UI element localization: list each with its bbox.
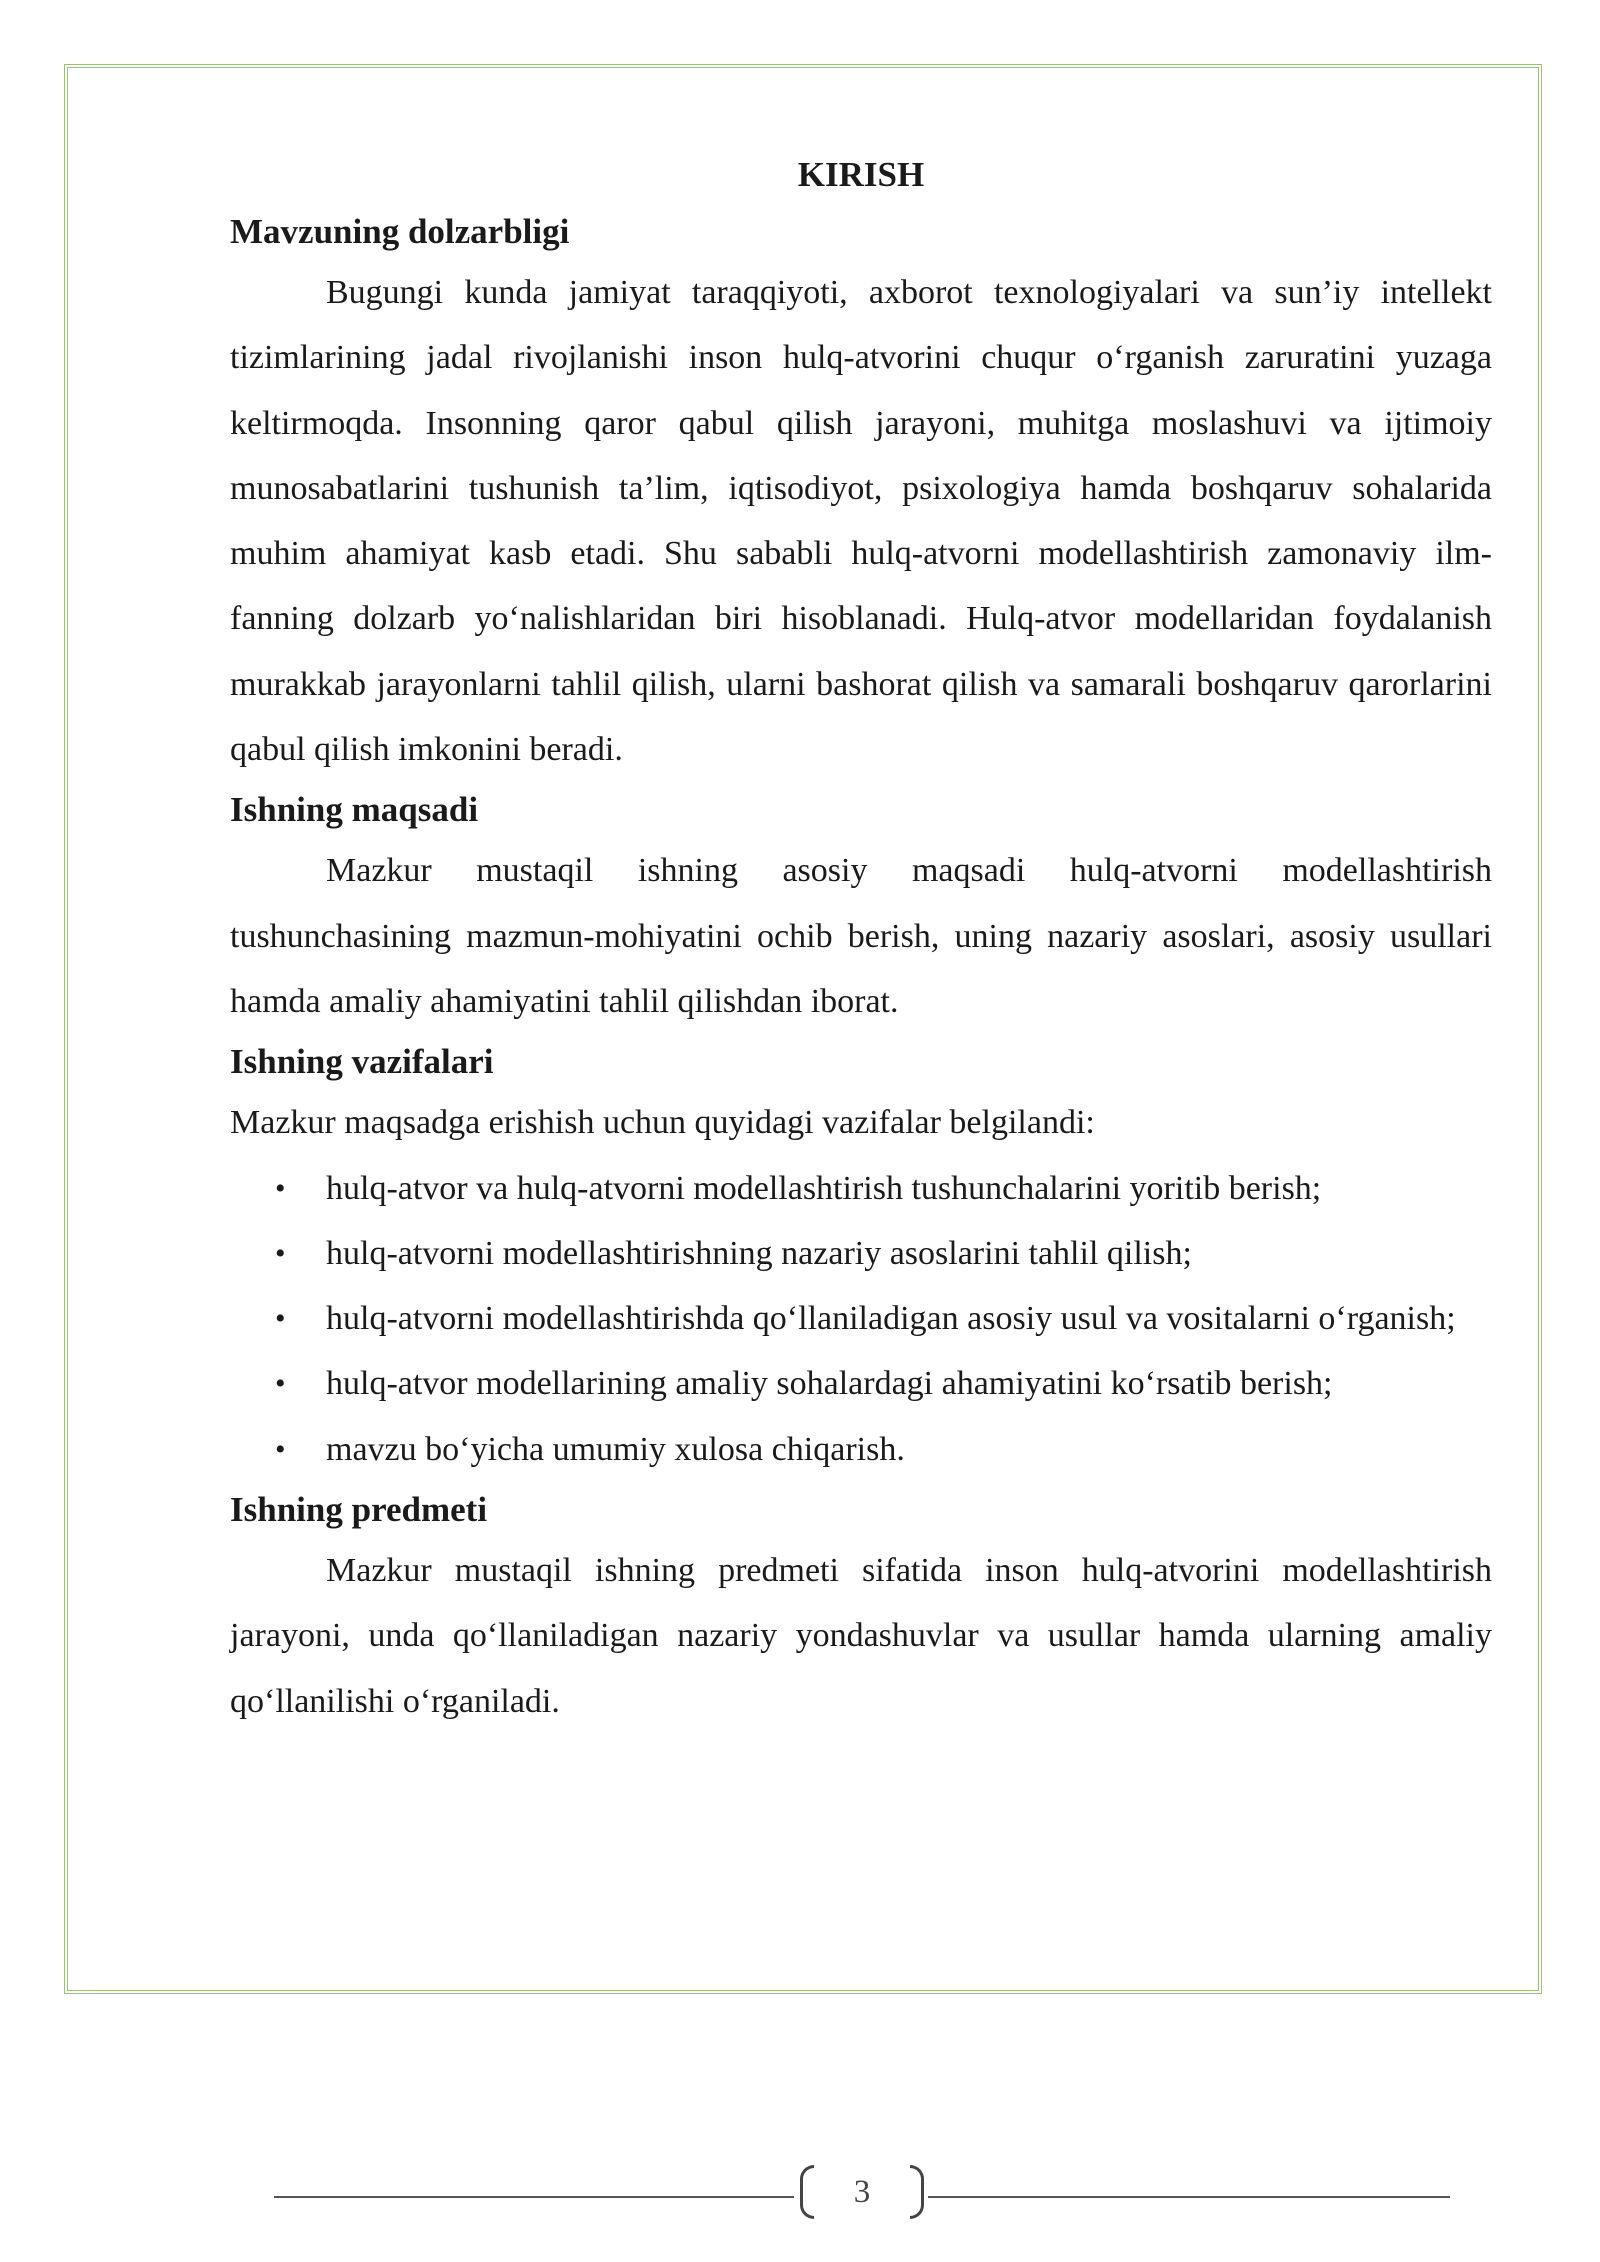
section-paragraph-subject: Mazkur mustaqil ishning predmeti sifatida inson hulq-atvorini modellashtirish jarayoni, unda qo‘llaniladigan nazariy yondashuvlar va usullar hamda ularning amaliy qo‘llanilishi o‘rganiladi. — [230, 1552, 1492, 1720]
list-item — [230, 1156, 1492, 1221]
right-bracket-icon — [910, 2165, 924, 2219]
bullet-icon: • — [275, 1367, 286, 1401]
list-item — [230, 1286, 1492, 1351]
bullet-icon: • — [275, 1302, 286, 1336]
list-item-text: hulq-atvorni modellashtirishda qo‘llaniladigan asosiy usul va vositalarni o‘rganish; — [326, 1300, 1456, 1338]
list-item-text: mavzu bo‘yicha umumiy xulosa chiqarish. — [326, 1430, 905, 1468]
list-item — [230, 1417, 1492, 1482]
document-body — [230, 150, 1492, 1734]
page-title: KIRISH — [797, 155, 925, 194]
section-paragraph-goal: Mazkur mustaqil ishning asosiy maqsadi hulq-atvorni modellashtirish tushunchasining mazmun-mohiyatini ochib berish, uning nazariy asoslari, asosiy usullari hamda amaliy ahamiyatini tahlil qilishdan iborat. — [230, 852, 1492, 1020]
bullet-icon: • — [275, 1432, 286, 1466]
section-heading-goal: Ishning maqsadi — [230, 790, 479, 830]
tasks-list — [230, 1156, 1492, 1482]
footer-rule-left — [274, 2196, 794, 2198]
list-item-text: hulq-atvor va hulq-atvorni modellashtirish tushunchalarini yoritib berish; — [326, 1169, 1322, 1207]
section-heading-tasks: Ishning vazifalari — [230, 1042, 494, 1082]
section-heading-subject: Ishning predmeti — [230, 1490, 488, 1530]
page-footer — [274, 2165, 1450, 2225]
section-paragraph-relevance: Bugungi kunda jamiyat taraqqiyoti, axborot texnologiyalari va sun’iy intellekt tizimlarining jadal rivojlanishi inson hulq-atvorini chuqur o‘rganish zaruratini yuzaga keltirmoqda. Insonning qaror qabul qilish jarayoni, muhitga moslashuvi va ijtimoiy munosabatlarini tushunish ta’lim, iqtisodiyot, psixologiya hamda boshqaruv sohalarida muhim ahamiyat kasb etadi. Shu sababli hulq-atvorni modellashtirish zamonaviy ilm-fanning dolzarb yo‘nalishlaridan biri hisoblanadi. Hulq-atvor modellaridan foydalanish murakkab jarayonlarni tahlil qilish, ularni bashorat qilish va samarali boshqaruv qarorlarini qabul qilish imkonini beradi. — [230, 274, 1492, 769]
footer-rule-right — [928, 2196, 1450, 2198]
bullet-icon: • — [275, 1171, 286, 1205]
list-item — [230, 1221, 1492, 1286]
section-heading-relevance: Mavzuning dolzarbligi — [230, 212, 570, 251]
list-item — [230, 1351, 1492, 1416]
list-item-text: hulq-atvor modellarining amaliy sohalardagi ahamiyatini ko‘rsatib berish; — [326, 1365, 1333, 1403]
bullet-icon: • — [275, 1236, 286, 1270]
left-bracket-icon — [800, 2165, 814, 2219]
page-number: 3 — [853, 2174, 871, 2210]
tasks-intro: Mazkur maqsadga erishish uchun quyidagi vazifalar belgilandi: — [230, 1104, 1095, 1142]
list-item-text: hulq-atvorni modellashtirishning nazariy asoslarini tahlil qilish; — [326, 1234, 1192, 1272]
